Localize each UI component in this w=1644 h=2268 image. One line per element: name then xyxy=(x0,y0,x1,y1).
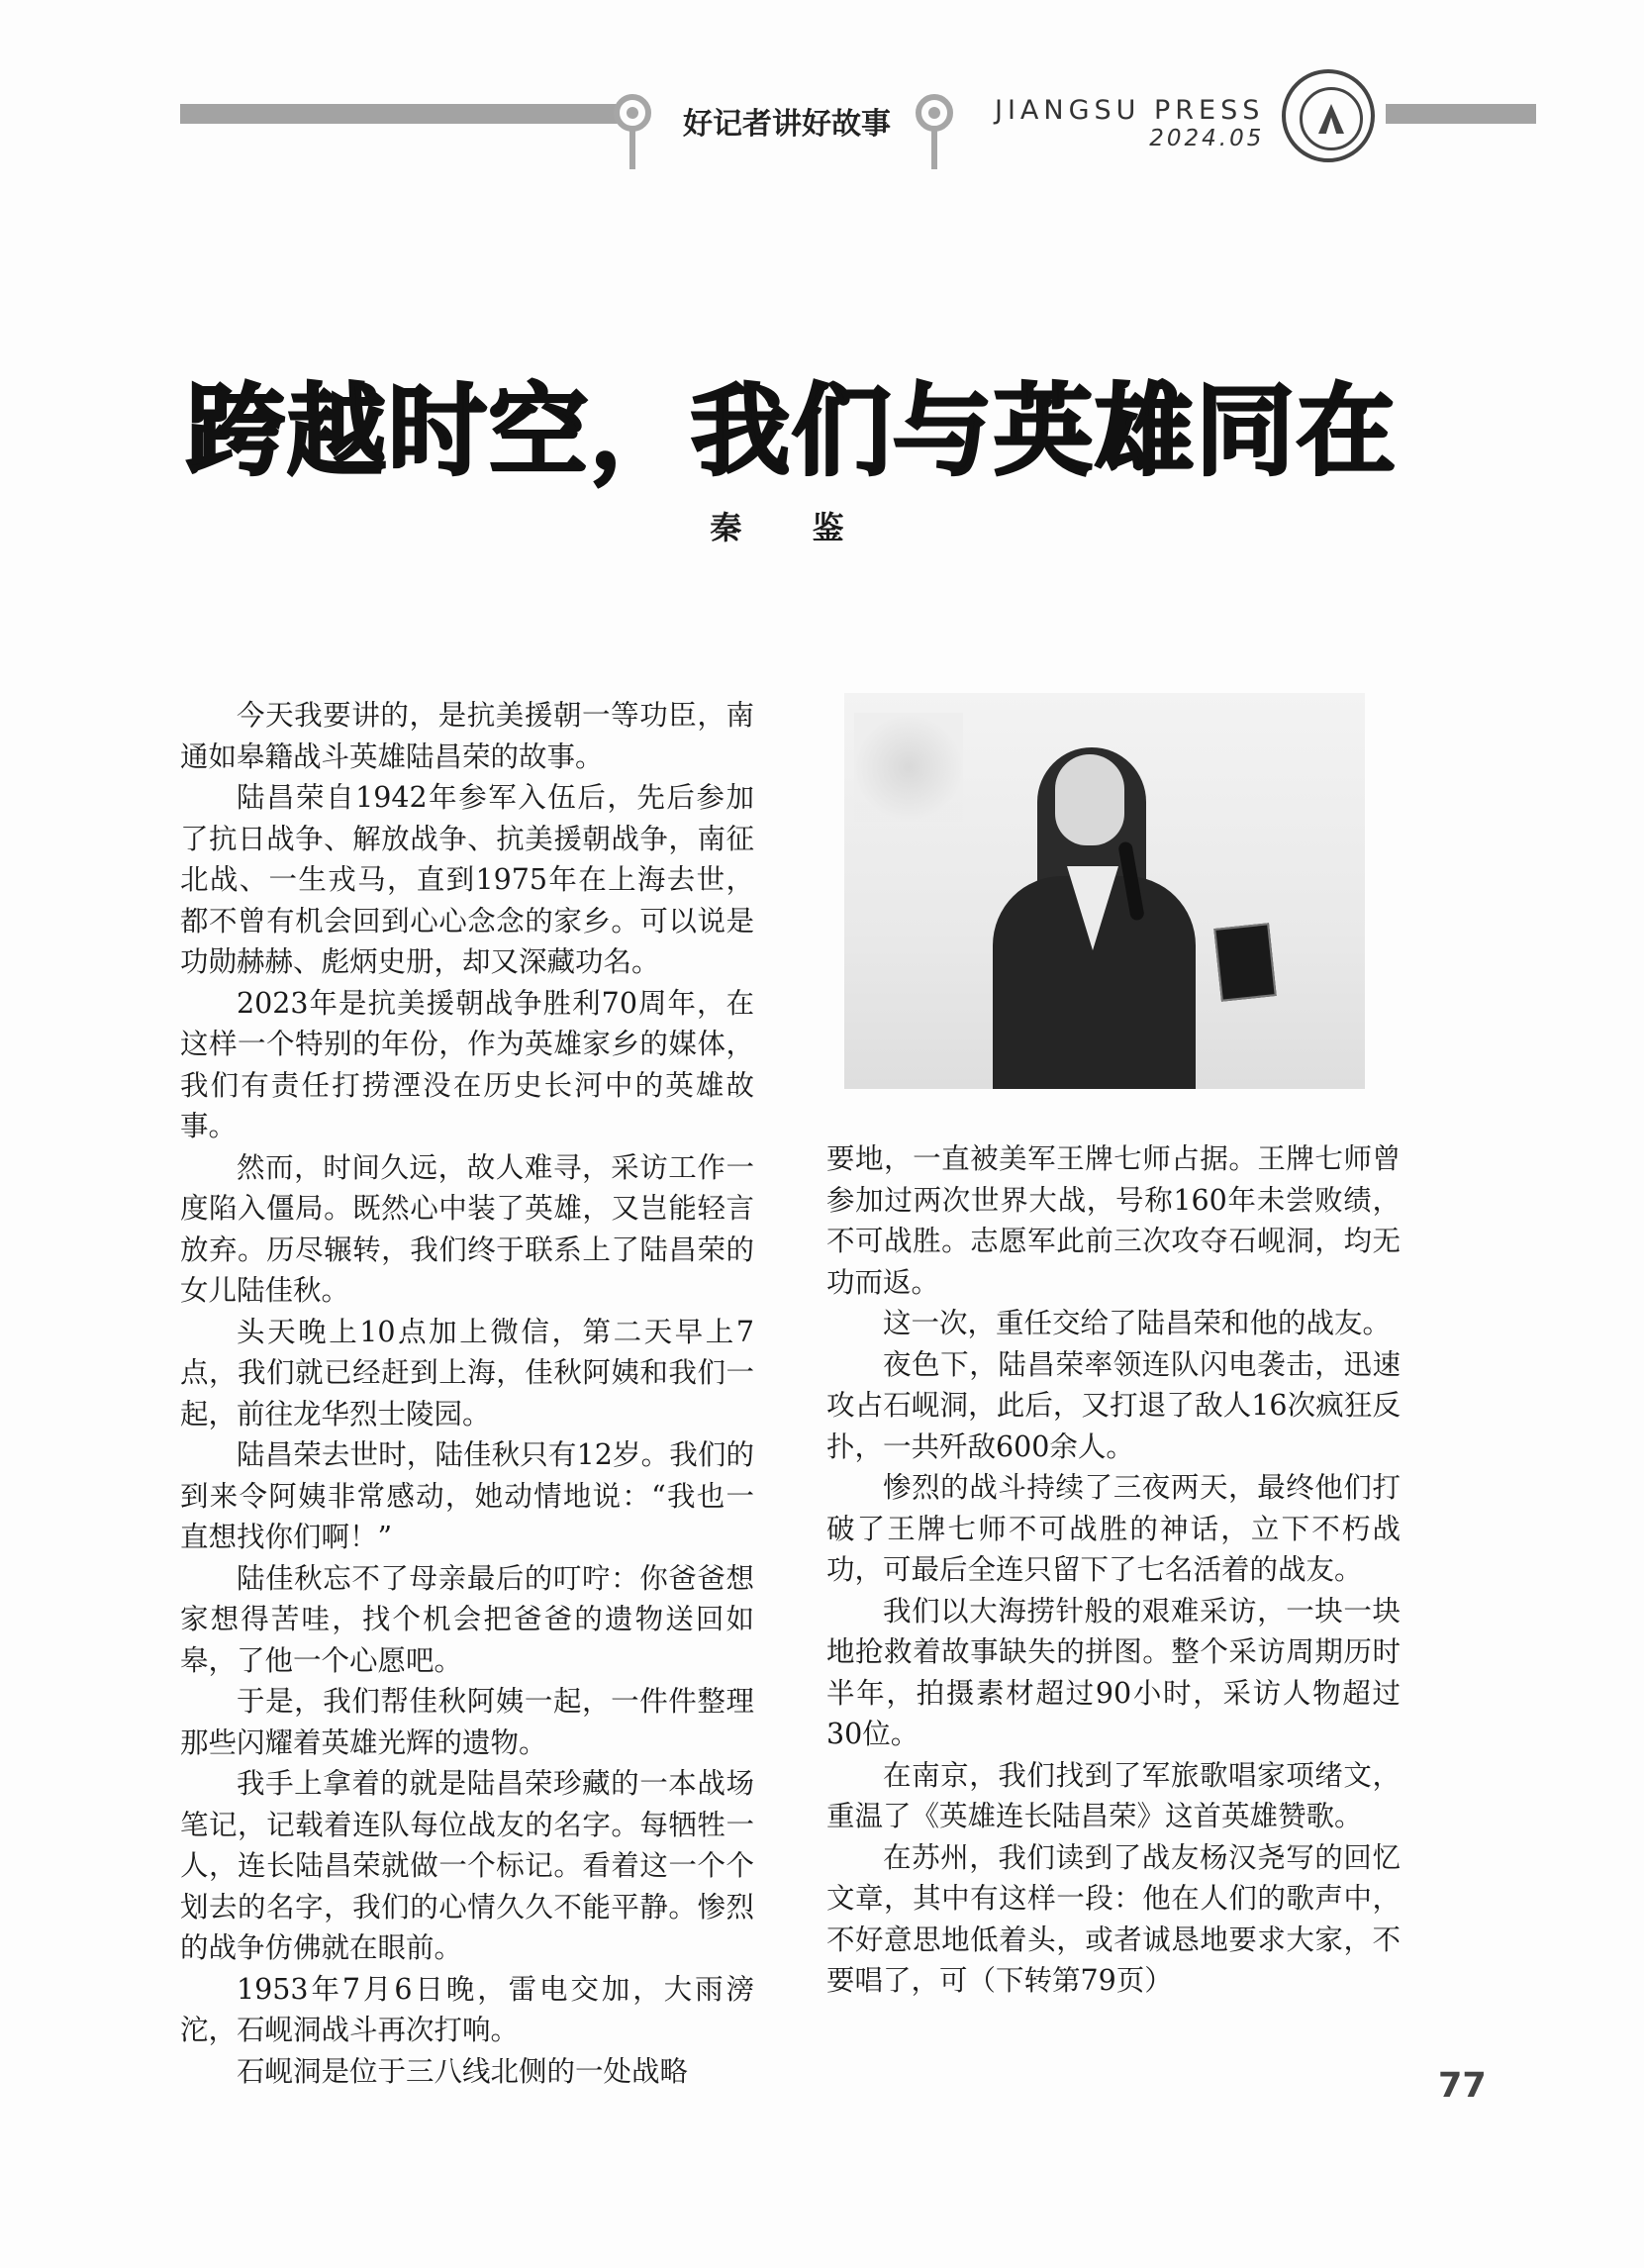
paragraph: 夜色下，陆昌荣率领连队闪电袭击，迅速攻占石岘洞，此后，又打退了敌人16次疯狂反扑，一共歼敌600余人。 xyxy=(826,1347,1401,1463)
paragraph: 我们以大海捞针般的艰难采访，一块一块地抢救着故事缺失的拼图。整个采访周期历时半年，拍摄素材超过90小时，采访人物超过30位。 xyxy=(826,1594,1401,1750)
magazine-name xyxy=(995,97,1264,152)
paragraph: 然而，时间久远，故人难寻，采访工作一度陷入僵局。既然心中装了英雄，又岂能轻言放弃。历尽辗转，我们终于联系上了陆昌荣的女儿陆佳秋。 xyxy=(180,1150,754,1307)
body-column-left xyxy=(180,695,754,2092)
issue-date: 2024.05 xyxy=(1149,126,1265,151)
map-pin-icon xyxy=(916,94,953,132)
paragraph: 石岘洞是位于三八线北侧的一处战略 xyxy=(237,2054,689,2088)
section-title: 好记者讲好故事 xyxy=(683,107,891,142)
paragraph: 2023年是抗美援朝战争胜利70周年，在这样一个特别的年份，作为英雄家乡的媒体，我们有责任打捞湮没在历史长河中的英雄故事。 xyxy=(180,986,754,1142)
paragraph: 陆昌荣自1942年参军入伍后，先后参加了抗日战争、解放战争、抗美援朝战争，南征北战、一生戎马，直到1975年在上海去世，都不曾有机会回到心心念念的家乡。可以说是功勋赫赫、彪炳史册，却又深藏功名。 xyxy=(180,781,754,978)
page-number: 77 xyxy=(1438,2066,1487,2106)
paragraph: 于是，我们帮佳秋阿姨一起，一件件整理那些闪耀着英雄光辉的遗物。 xyxy=(180,1685,754,1759)
body-column-right xyxy=(826,1138,1401,2002)
paragraph: 在苏州，我们读到了战友杨汉尧写的回忆文章，其中有这样一段：他在人们的歌声中，不好意思地低着头，或者诚恳地要求大家，不要唱了，可（下转第79页） xyxy=(826,1840,1401,1997)
paragraph: 我手上拿着的就是陆昌荣珍藏的一本战场笔记，记载着连队每位战友的名字。每牺牲一人，连长陆昌荣就做一个标记。看着这一个个划去的名字，我们的心情久久不能平静。惨烈的战争仿佛就在眼前。 xyxy=(180,1767,754,1964)
paragraph: 要地，一直被美军王牌七师占据。王牌七师曾参加过两次世界大战，号称160年未尝败绩，不可战胜。志愿军此前三次攻夺石岘洞，均无功而返。 xyxy=(826,1142,1401,1299)
paragraph: 头天晚上10点加上微信，第二天早上7点，我们就已经赶到上海，佳秋阿姨和我们一起，前往龙华烈士陵园。 xyxy=(180,1315,754,1430)
paragraph: 1953年7月6日晚，雷电交加，大雨滂沱，石岘洞战斗再次打响。 xyxy=(180,1972,754,2046)
reporter-photo xyxy=(844,693,1365,1089)
header-bar-left xyxy=(180,104,626,124)
association-logo xyxy=(1282,69,1375,162)
paragraph: 这一次，重任交给了陆昌荣和他的战友。 xyxy=(883,1307,1392,1339)
map-pin-icon xyxy=(614,94,651,132)
paragraph: 陆佳秋忘不了母亲最后的叮咛：你爸爸想家想得苦哇，找个机会把爸爸的遗物送回如皋，了他一个心愿吧。 xyxy=(180,1561,754,1677)
paragraph: 在南京，我们找到了军旅歌唱家项绪文，重温了《英雄连长陆昌荣》这首英雄赞歌。 xyxy=(826,1758,1401,1832)
paragraph: 陆昌荣去世时，陆佳秋只有12岁。我们的到来令阿姨非常感动，她动情地说：“我也一直想找你们啊！” xyxy=(180,1438,754,1553)
paragraph: 今天我要讲的，是抗美援朝一等功臣，南通如皋籍战斗英雄陆昌荣的故事。 xyxy=(180,699,754,773)
article-title: 跨越时空，我们与英雄同在 xyxy=(186,373,1398,489)
notebook-icon xyxy=(1213,923,1276,1001)
magazine-title: JIANGSU PRESS xyxy=(995,95,1265,126)
paragraph: 惨烈的战斗持续了三夜两天，最终他们打破了王牌七师不可战胜的神话，立下不朽战功，可最后全连只留下了七名活着的战友。 xyxy=(826,1471,1401,1586)
header-bar-right xyxy=(1386,104,1536,124)
author-name: 秦 鉴 xyxy=(710,509,874,546)
